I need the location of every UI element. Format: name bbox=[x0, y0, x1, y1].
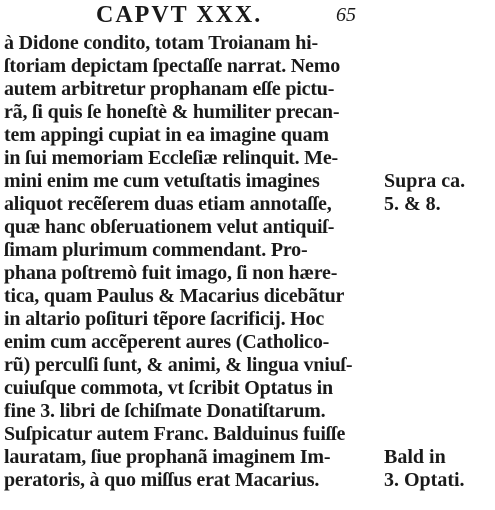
text-line: Suſpicatur autem Franc. Balduinus fuiſſe bbox=[4, 423, 346, 445]
running-head: CAPVT XXX. bbox=[96, 2, 263, 28]
text-line: rũ) perculſi ſunt, & animi, & lingua vniuſ- bbox=[4, 354, 353, 376]
margin-note: 3. Optati. bbox=[384, 469, 465, 491]
text-line: fine 3. libri de ſchiſmate Donatiſtarum. bbox=[4, 400, 326, 422]
text-line: ſimam plurimum commendant. Pro- bbox=[4, 239, 308, 261]
text-line: quæ hanc obſeruationem velut antiquiſ- bbox=[4, 216, 335, 238]
text-line: tica, quam Paulus & Macarius dicebãtur bbox=[4, 285, 345, 307]
text-line: à Didone condito, totam Troianam hi- bbox=[4, 32, 318, 54]
page-number: 65 bbox=[336, 4, 356, 26]
text-line: rã, ſi quis ſe honeſtè & humiliter precan- bbox=[4, 101, 340, 123]
margin-note: Bald in bbox=[384, 446, 446, 468]
text-line: tem appingi cupiat in ea imagine quam bbox=[4, 124, 329, 146]
text-line: lauratam, ſiue prophanã imaginem Im- bbox=[4, 446, 331, 468]
text-line: aliquot recẽſerem duas etiam annotaſſe, bbox=[4, 193, 332, 215]
text-line: cuiuſque commota, vt ſcribit Optatus in bbox=[4, 377, 333, 399]
page-header bbox=[96, 2, 476, 28]
margin-note: 5. & 8. bbox=[384, 193, 441, 215]
text-line: peratoris, à quo miſſus erat Macarius. bbox=[4, 469, 320, 491]
text-line: in altario poſituri tẽpore ſacrificij. Hoc bbox=[4, 308, 325, 330]
text-line: in ſui memoriam Eccleſiæ relinquit. Me- bbox=[4, 147, 338, 169]
margin-note: Supra ca. bbox=[384, 170, 466, 192]
text-line: enim cum accẽperent aures (Catholico- bbox=[4, 331, 330, 353]
text-line: mini enim me cum vetuſtatis imagines bbox=[4, 170, 320, 192]
text-line: ſtoriam depictam ſpectaſſe narrat. Nemo bbox=[4, 55, 340, 77]
text-line: autem arbitretur prophanam eſſe pictu- bbox=[4, 78, 335, 100]
text-line: phana poſtremò fuit imago, ſi non hære- bbox=[4, 262, 338, 284]
